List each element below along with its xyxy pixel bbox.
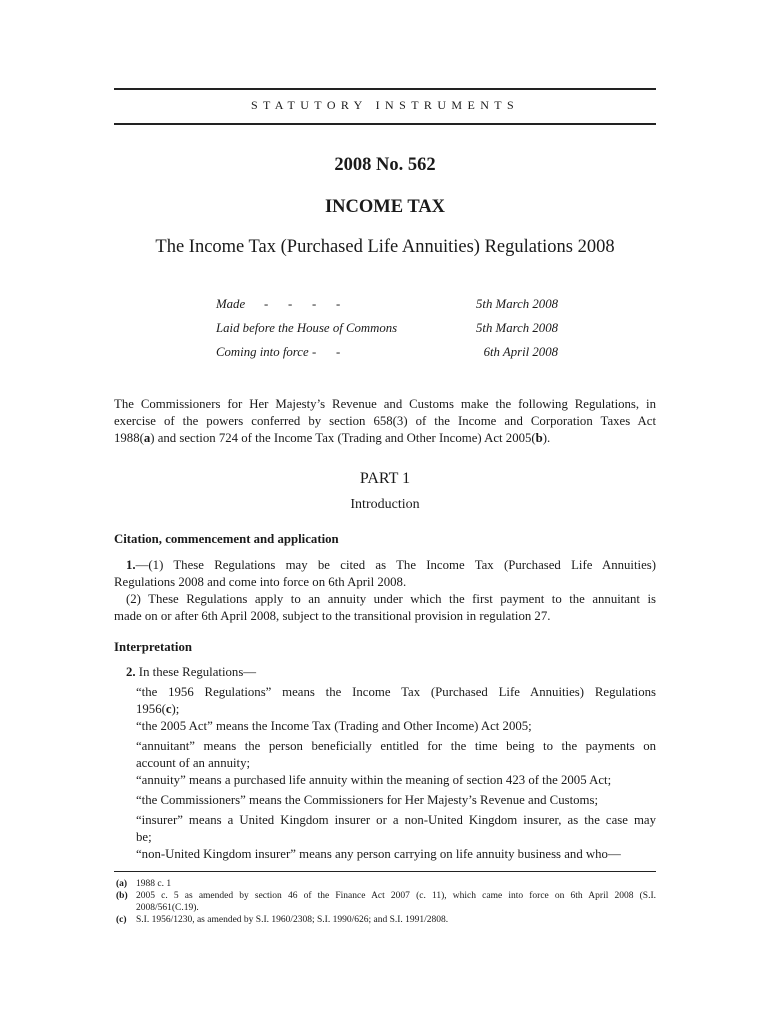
def-line: “the 1956 Regulations” means the Income Tax (Purchased Life Annuities) Regulations [136,685,656,699]
def-line: “insurer” means a United Kingdom insurer or a non-United Kingdom insurer, as the case may [136,813,656,827]
footnote-rule [114,871,656,872]
definition-2005-act [136,718,656,735]
footnote-mark: (b) [116,891,128,901]
si-number: 2008 No. 562 [334,155,436,175]
footnote-ref-a: a [143,431,151,446]
regulation-1-paragraph-1 [114,557,656,591]
regulation-2-intro [114,664,656,681]
definition-1956-regulations [136,684,656,718]
footnote-line: 2008/561(C.19). [136,902,199,913]
date-value: 6th April 2008 [483,345,558,359]
def-line: “annuitant” means the person beneficially entitled for the time being to the payments on [136,739,656,753]
definition-non-uk-insurer [136,846,656,863]
definition-insurer [136,812,656,846]
footnote-mark: (a) [116,879,128,889]
footnote-text: S.I. 1956/1230, as amended by S.I. 1960/2308; S.I. 1990/626; and S.I. 1991/2808. [136,915,449,925]
footnote-text: 1988 c. 1 [136,879,172,889]
footnote-ref-b: b [535,431,543,446]
regulation-1-paragraph-2 [114,591,656,625]
part-heading: PART 1 [359,470,411,487]
part-subheading: Introduction [350,497,420,512]
def-line: “annuity” means a purchased life annuity within the meaning of section 423 of the 2005 Act; [136,773,612,787]
para-text: —(1) These Regulations may be cited as The Income Tax (Purchased Life Annuities) [135,558,656,572]
series-label: STATUTORY INSTRUMENTS [250,98,520,112]
preamble-text: 1988( [114,431,144,446]
date-label: Laid before the House of Commons [216,321,398,335]
date-row-force [216,345,558,363]
date-label: Made - - - - [216,297,341,311]
def-text: ); [171,702,180,717]
definition-commissioners [136,792,656,809]
definition-annuity [136,772,656,789]
regulation-number: 1. [126,558,136,572]
regulation-number: 2. [126,665,136,679]
def-line: “the 2005 Act” means the Income Tax (Trading and Other Income) Act 2005; [136,719,532,733]
para-line: made on or after 6th April 2008, subject to the transitional provision in regulation 27. [114,609,551,624]
para-line [114,664,656,681]
date-value: 5th March 2008 [476,321,558,335]
date-row-made [216,297,558,315]
def-line [136,701,656,718]
footnote-mark: (c) [116,915,127,925]
preamble-line: exercise of the powers conferred by section 658(3) of the Income and Corporation Taxes Act [114,414,656,429]
footnote-line: 2005 c. 5 as amended by section 46 of the Finance Act 2007 (c. 11), which came into force on 6th April 2008 (S.I. [136,891,656,901]
section-heading-citation: Citation, commencement and application [114,532,339,546]
def-line: “non-United Kingdom insurer” means any person carrying on life annuity business and who— [136,847,621,861]
def-line: account of an annuity; [136,756,251,771]
definition-annuitant [136,738,656,772]
def-line: “the Commissioners” means the Commissioners for Her Majesty’s Revenue and Customs; [136,793,599,807]
header-top-rule [114,88,656,90]
date-value: 5th March 2008 [476,297,558,311]
para-line: (2) These Regulations apply to an annuity under which the first payment to the annuitant is [126,592,656,606]
preamble-text: ). [542,431,551,446]
def-line: be; [136,830,152,845]
section-heading-interpretation: Interpretation [114,640,192,654]
regulation-title: The Income Tax (Purchased Life Annuities) Regulations 2008 [155,237,615,257]
footnote-ref-c: c [165,702,172,717]
preamble-line: The Commissioners for Her Majesty’s Revenue and Customs make the following Regulations, in [114,397,656,411]
header-bottom-rule [114,123,656,125]
def-text: 1956( [136,702,166,717]
date-label: Coming into force - - [216,345,341,359]
preamble [114,396,656,448]
para-line: Regulations 2008 and come into force on 6th April 2008. [114,575,407,590]
subject-heading: INCOME TAX [324,197,446,217]
preamble-text: ) and section 724 of the Income Tax (Trading and Other Income) Act 2005( [150,431,536,446]
para-text: In these Regulations— [135,665,257,679]
date-row-laid [216,321,558,339]
para-line [114,557,656,574]
preamble-line [114,430,656,447]
footnote-text [136,891,656,914]
